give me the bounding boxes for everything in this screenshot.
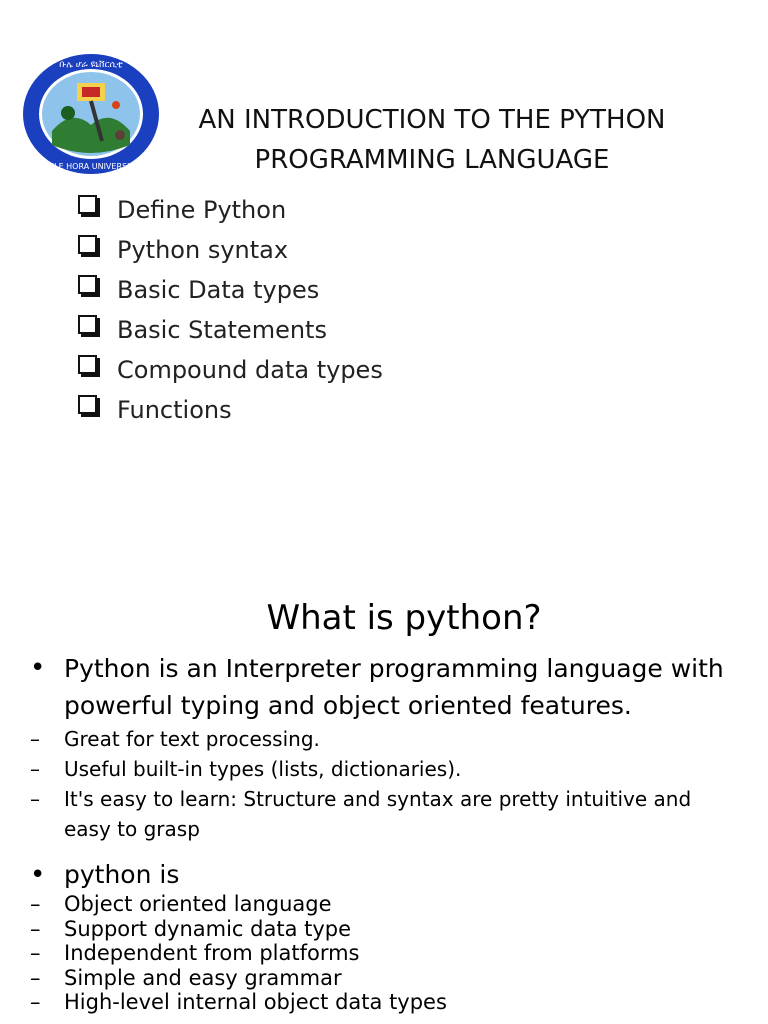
topic-checklist bbox=[78, 190, 383, 430]
list-item: Define Python bbox=[78, 190, 383, 230]
bullet-item: • python is bbox=[30, 860, 180, 890]
dash-icon: – bbox=[30, 916, 41, 941]
slide-title bbox=[172, 100, 692, 180]
list-item: Functions bbox=[78, 390, 383, 430]
list-item: Python syntax bbox=[78, 230, 383, 270]
checkbox-icon bbox=[78, 395, 97, 414]
bullet-item: • Python is an Interpreter programming language with powerful typing and object oriented features. bbox=[30, 650, 730, 724]
checkbox-icon bbox=[78, 195, 97, 214]
checkbox-icon bbox=[78, 315, 97, 334]
dash-icon: – bbox=[30, 990, 41, 1014]
bullet-dot-icon: • bbox=[30, 653, 46, 683]
sub-item: – High-level internal object data types bbox=[30, 990, 447, 1014]
title-line-2: PROGRAMMING LANGUAGE bbox=[254, 145, 610, 175]
list-item: Basic Statements bbox=[78, 310, 383, 350]
dash-icon: – bbox=[30, 892, 41, 916]
sub-item: – It's easy to learn: Structure and syntax are pretty intuitive and easy to grasp bbox=[30, 784, 730, 844]
dash-icon: – bbox=[30, 787, 40, 811]
sub-item: – Support dynamic data type bbox=[30, 916, 352, 941]
bullet-list bbox=[30, 650, 730, 1015]
sub-item: – Simple and easy grammar bbox=[30, 965, 342, 990]
sub-item: – Great for text processing. bbox=[30, 724, 730, 754]
svg-text:BULE HORA UNIVERSITY: BULE HORA UNIVERSITY bbox=[42, 162, 140, 171]
slide-2 bbox=[0, 580, 768, 1024]
title-line-1: AN INTRODUCTION TO THE PYTHON bbox=[198, 105, 666, 135]
dash-icon: – bbox=[30, 941, 41, 965]
list-item: Compound data types bbox=[78, 350, 383, 390]
dash-icon: – bbox=[30, 965, 41, 990]
sub-item: – Independent from platforms bbox=[30, 941, 360, 965]
checkbox-icon bbox=[78, 355, 97, 374]
svg-text:ቡሌ ሆራ ዩኒቨርሲቲ: ቡሌ ሆራ ዩኒቨርሲቲ bbox=[59, 60, 123, 70]
slide-title: What is python? bbox=[266, 598, 542, 638]
university-seal-icon bbox=[22, 53, 160, 175]
bullet-dot-icon: • bbox=[30, 860, 46, 890]
dash-icon: – bbox=[30, 727, 40, 751]
checkbox-icon bbox=[78, 235, 97, 254]
sub-item: – Useful built-in types (lists, dictionaries). bbox=[30, 754, 730, 784]
dash-icon: – bbox=[30, 757, 40, 781]
sub-item: – Object oriented language bbox=[30, 892, 332, 916]
checkbox-icon bbox=[78, 275, 97, 294]
list-item: Basic Data types bbox=[78, 270, 383, 310]
